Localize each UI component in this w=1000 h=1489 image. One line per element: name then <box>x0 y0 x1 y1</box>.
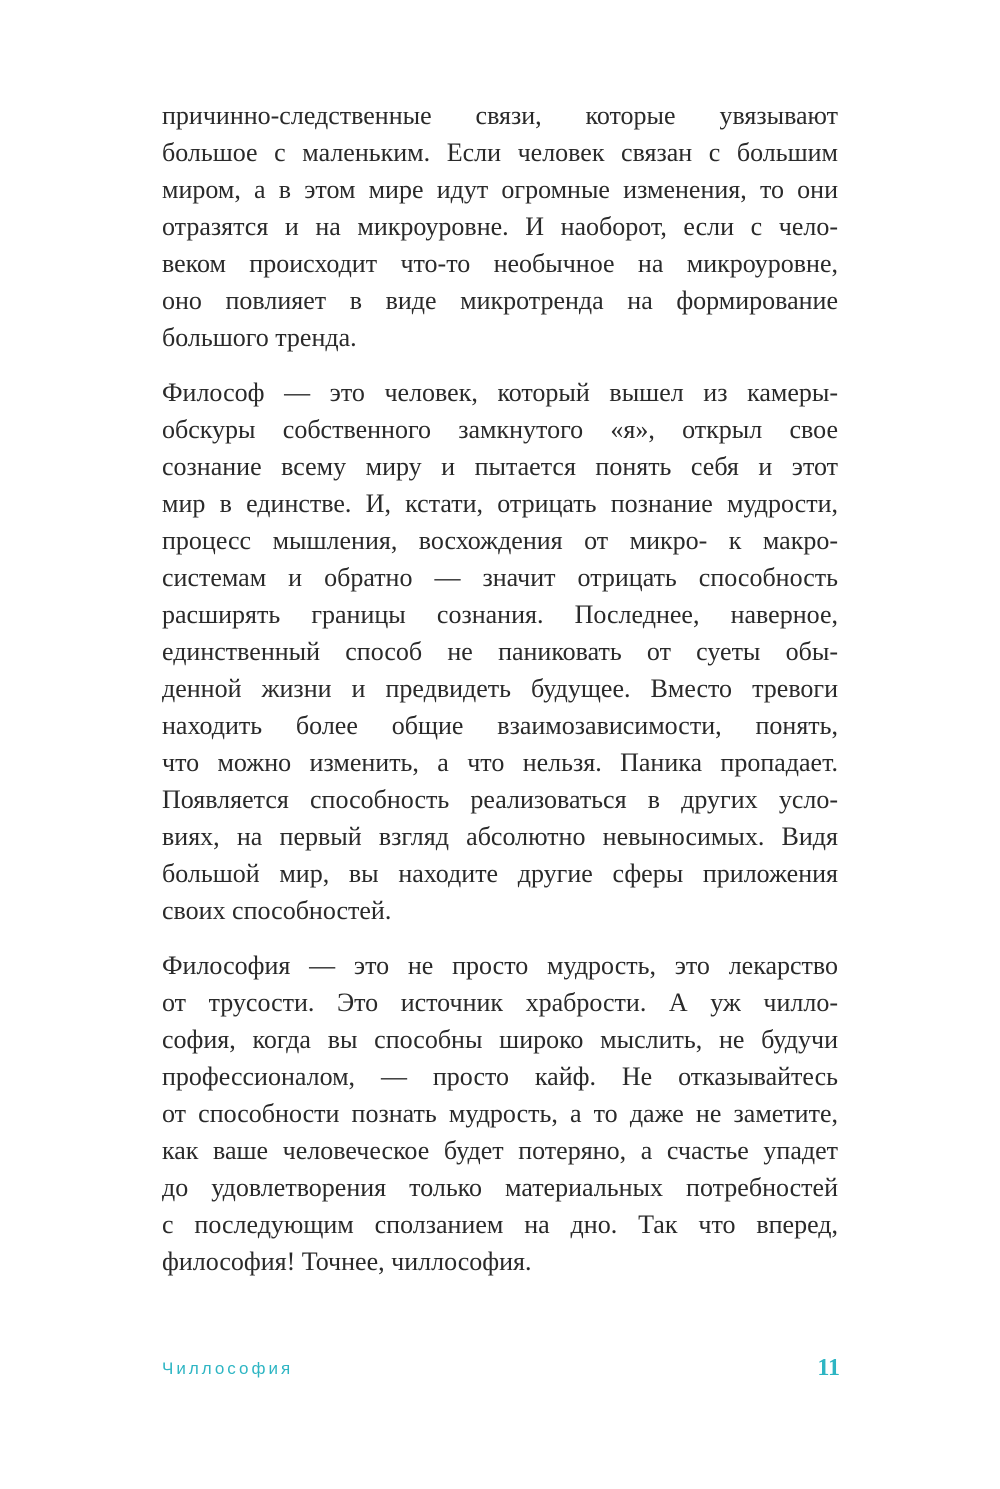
text-line: миром, а в этом мире идут огромные изменения, то они <box>162 175 838 204</box>
text-line: от способности познать мудрость, а то даже не заметите, <box>162 1099 838 1128</box>
text-line: системам и обратно — значит отрицать способность <box>162 563 838 592</box>
text-line: находить более общие взаимозависимости, понять, <box>162 711 838 740</box>
text-line: большого тренда. <box>162 323 357 352</box>
text-line: профессионалом, — просто кайф. Не отказывайтесь <box>162 1062 838 1091</box>
body-text <box>162 97 838 1298</box>
text-line: своих способностей. <box>162 896 392 925</box>
text-line: отразятся и на микроуровне. И наоборот, если с чело- <box>162 212 838 241</box>
text-line: до удовлетворения только материальных потребностей <box>162 1173 838 1202</box>
text-line: мир в единстве. И, кстати, отрицать познание мудрости, <box>162 489 838 518</box>
page-number: 11 <box>817 1355 840 1381</box>
text-line: Появляется способность реализоваться в других усло- <box>162 785 838 814</box>
paragraph-2 <box>162 374 838 929</box>
text-line: расширять границы сознания. Последнее, наверное, <box>162 600 838 629</box>
text-line: веком происходит что-то необычное на микроуровне, <box>162 249 838 278</box>
text-line: виях, на первый взгляд абсолютно невыносимых. Видя <box>162 822 838 851</box>
paragraph-3 <box>162 947 838 1280</box>
text-line: большое с маленьким. Если человек связан с большим <box>162 138 838 167</box>
text-line: Философ — это человек, который вышел из камеры- <box>162 378 838 407</box>
text-line: сознание всему миру и пытается понять себя и этот <box>162 452 838 481</box>
text-line: с последующим сползанием на дно. Так что вперед, <box>162 1210 838 1239</box>
text-line: что можно изменить, а что нельзя. Паника пропадает. <box>162 748 838 777</box>
text-line: причинно-следственные связи, которые увязывают <box>162 101 838 130</box>
text-line: софия, когда вы способны широко мыслить, не будучи <box>162 1025 838 1054</box>
text-line: денной жизни и предвидеть будущее. Вместо тревоги <box>162 674 838 703</box>
page-footer <box>162 1355 840 1385</box>
running-title: Чиллософия <box>162 1359 294 1378</box>
text-line: Философия — это не просто мудрость, это лекарство <box>162 951 838 980</box>
text-line: оно повлияет в виде микротренда на формирование <box>162 286 838 315</box>
text-line: обскуры собственного замкнутого «я», открыл свое <box>162 415 838 444</box>
text-line: процесс мышления, восхождения от микро- к макро- <box>162 526 838 555</box>
text-line: единственный способ не паниковать от суеты обы- <box>162 637 838 666</box>
text-line: большой мир, вы находите другие сферы приложения <box>162 859 838 888</box>
text-line: как ваше человеческое будет потеряно, а счастье упадет <box>162 1136 838 1165</box>
paragraph-1 <box>162 97 838 356</box>
text-line: философия! Точнее, чиллософия. <box>162 1247 532 1276</box>
text-line: от трусости. Это источник храбрости. А уж чилло- <box>162 988 838 1017</box>
